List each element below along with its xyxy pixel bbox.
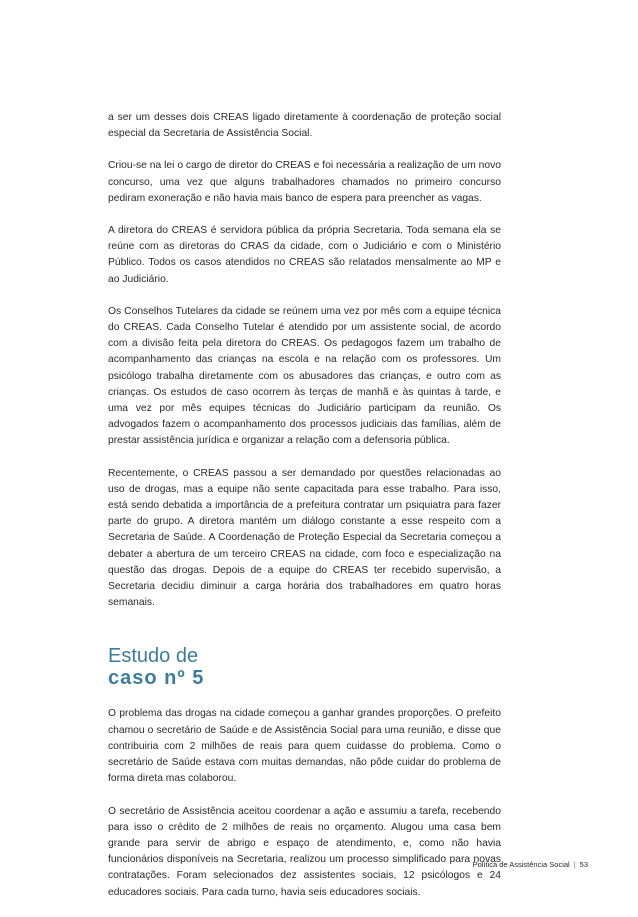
page-number: 53 xyxy=(579,860,588,869)
page-body xyxy=(108,110,501,917)
paragraph-6: O problema das drogas na cidade começou a ganhar grandes proporções. O prefeito chamou o secretário de Saúde e de Assistência Social para uma reunião, e disse que contribuiria com 2 milhões de reais para quem cuidasse do problema. Como o secretário de Saúde estava com muitas demandas, não pôde cuidar do problema de forma direta mas colaborou. xyxy=(108,708,501,785)
section-heading xyxy=(108,645,501,689)
section-heading-line2: caso nº 5 xyxy=(108,667,205,690)
section-heading-line1: Estudo de xyxy=(108,645,199,668)
paragraph-3: A diretora do CREAS é servidora pública da própria Secretaria. Toda semana ela se reúne com as diretoras do CRAS da cidade, com o Judiciário e com o Ministério Público. Todos os casos atendidos no CREAS são relatados mensalmente ao MP e ao Judiciário. xyxy=(108,225,501,285)
paragraph-1: a ser um desses dois CREAS ligado diretamente à coordenação de proteção social especial da Secretaria de Assistência Social. xyxy=(108,112,501,140)
paragraph-7: O secretário de Assistência aceitou coordenar a ação e assumiu a tarefa, recebendo para isso o crédito de 2 milhões de reais no orçamento. Alugou uma casa bem grande para servir de abrigo e espaço de atendimento, e, como não havia funcionários disponíveis na Secretaria, realizou um processo simplificado para novas contratações. Foram selecionados dez assistentes sociais, 12 psicólogos e 24 educadores sociais. Para cada turno, havia seis educadores sociais. xyxy=(108,805,501,898)
footer-separator: | xyxy=(573,860,576,869)
page-footer xyxy=(420,860,588,869)
paragraph-5: Recentemente, o CREAS passou a ser demandado por questões relacionadas ao uso de drogas, mas a equipe não sente capacitada para esse trabalho. Para isso, está sendo debatida a importância de a prefeitura contratar um psiquiatra para fazer parte do grupo. A diretora mantém um diálogo constante a esse respeito com a Secretaria de Saúde. A Coordenação de Proteção Especial da Secretaria começou a debater a abertura de um terceiro CREAS na cidade, com foco e especialização na questão das drogas. Depois de a equipe do CREAS ter recebido supervisão, a Secretaria decidiu diminuir a carga horária dos trabalhadores em quatro horas semanais. xyxy=(108,467,501,609)
paragraph-2: Criou-se na lei o cargo de diretor do CREAS e foi necessária a realização de um novo concurso, uma vez que alguns trabalhadores chamados no primeiro concurso pediram exoneração e não havia mais banco de espera para preencher as vagas. xyxy=(108,160,501,204)
footer-title: Política de Assistência Social xyxy=(472,860,570,869)
paragraph-4: Os Conselhos Tutelares da cidade se reúnem uma vez por mês com a equipe técnica do CREAS. Cada Conselho Tutelar é atendido por um assistente social, de acordo com a divisão feita pela diretora do CREAS. Os pedagogos fazem um trabalho de acompanhamento das crianças na escola e na relação com os professores. Um psicólogo trabalha diretamente com os abusadores das crianças, e outro com as crianças. Os estudos de caso ocorrem às terças de manhã e às quintas à tarde, e uma vez por mês equipes técnicas do Judiciário participam da reunião. Os advogados fazem o acompanhamento dos processos judiciais das famílias, além de prestar assistência jurídica e organizar a relação com a defensoria pública. xyxy=(108,305,501,447)
